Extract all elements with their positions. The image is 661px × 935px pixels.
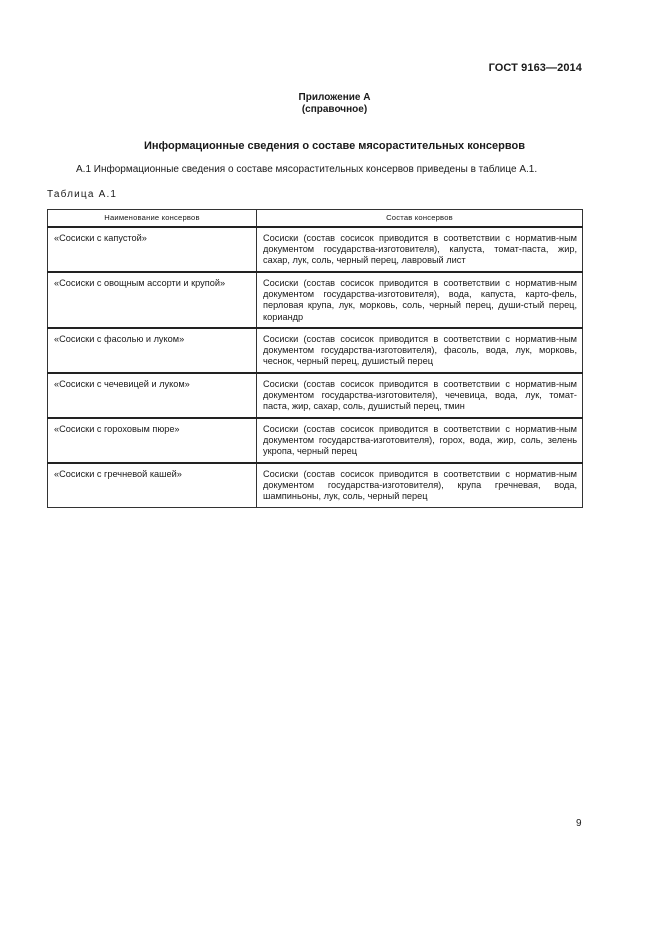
table-row bbox=[48, 227, 583, 272]
composition-table bbox=[47, 209, 583, 508]
table-row bbox=[48, 373, 583, 418]
intro-paragraph: А.1 Информационные сведения о составе мясорастительных консервов приведены в таблице А.1. bbox=[76, 164, 538, 175]
document-code: ГОСТ 9163—2014 bbox=[488, 62, 582, 74]
table-row bbox=[48, 328, 583, 373]
product-name-cell: «Сосиски с овощным ассорти и крупой» bbox=[48, 272, 257, 328]
table-row bbox=[48, 463, 583, 508]
product-name-cell: «Сосиски с капустой» bbox=[48, 227, 257, 272]
product-name-cell: «Сосиски с гречневой кашей» bbox=[48, 463, 257, 508]
product-name-cell: «Сосиски с чечевицей и луком» bbox=[48, 373, 257, 418]
appendix-subtitle: (справочное) bbox=[301, 104, 368, 115]
product-name-cell: «Сосиски с фасолью и луком» bbox=[48, 328, 257, 373]
table-row bbox=[48, 272, 583, 328]
column-header-name: Наименование консервов bbox=[48, 210, 257, 228]
composition-cell: Сосиски (состав сосисок приводится в соответствии с норматив-ным документом государства-изготовителя), крупа гречневая, вода, шампиньоны, лук, соль, черный перец bbox=[257, 463, 583, 508]
column-header-composition: Состав консервов bbox=[257, 210, 583, 228]
table-header-row bbox=[48, 210, 583, 228]
appendix-title: Приложение А bbox=[298, 92, 371, 103]
composition-cell: Сосиски (состав сосисок приводится в соответствии с норматив-ным документом государства-изготовителя), горох, вода, жир, соль, зелень укропа, черный перец bbox=[257, 418, 583, 463]
product-name-cell: «Сосиски с гороховым пюре» bbox=[48, 418, 257, 463]
table-row bbox=[48, 418, 583, 463]
appendix-heading bbox=[0, 92, 661, 116]
composition-cell: Сосиски (состав сосисок приводится в соответствии с норматив-ным документом государства-изготовителя), чечевица, вода, лук, томат-паста, жир, сахар, соль, душистый перец, тмин bbox=[257, 373, 583, 418]
composition-cell: Сосиски (состав сосисок приводится в соответствии с норматив-ным документом государства-изготовителя), капуста, томат-паста, жир, сахар, лук, соль, черный перец, лавровый лист bbox=[257, 227, 583, 272]
section-title: Информационные сведения о составе мясорастительных консервов bbox=[144, 140, 525, 152]
table-caption: Таблица А.1 bbox=[47, 189, 118, 200]
page-number: 9 bbox=[576, 818, 582, 829]
composition-cell: Сосиски (состав сосисок приводится в соответствии с норматив-ным документом государства-изготовителя), фасоль, вода, лук, морковь, чеснок, черный перец, душистый перец bbox=[257, 328, 583, 373]
composition-cell: Сосиски (состав сосисок приводится в соответствии с норматив-ным документом государства-изготовителя), вода, капуста, карто-фель, перловая крупа, лук, морковь, соль, черный перец, души-стый перец, кориандр bbox=[257, 272, 583, 328]
